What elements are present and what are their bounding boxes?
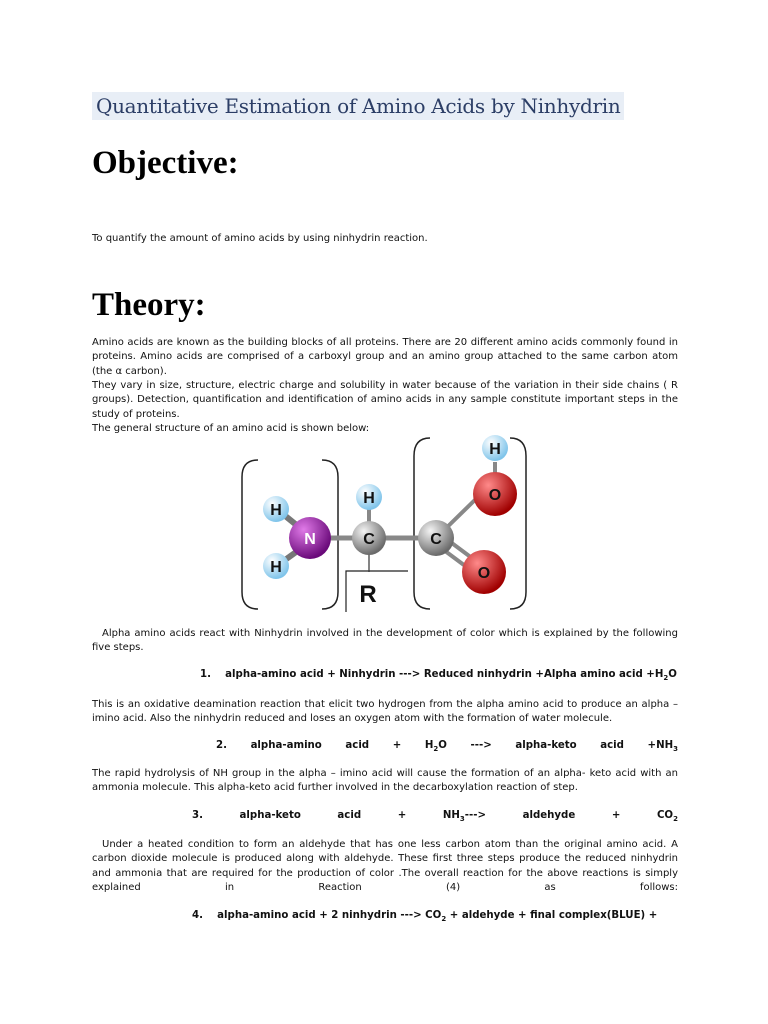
svg-text:O: O [488, 487, 502, 504]
svg-text:H: H [270, 559, 282, 576]
theory-heading: Theory: [92, 287, 206, 323]
reaction-step-1: 1. alpha-amino acid + Ninhydrin ---> Reduced ninhydrin +Alpha amino acid $+H_2O$ [200, 669, 677, 683]
step-number: 1. [200, 669, 211, 680]
svg-text:H: H [489, 441, 501, 458]
amine-bracket-left [242, 460, 258, 609]
theory-paragraph-2: They vary in size, structure, electric charge and solubility in water because of the variation in their side chains ( R groups). Detection, quantification and identification of amino acids in any sample constitute important steps in the study of proteins. [92, 380, 678, 420]
step-2-explanation: The rapid hydrolysis of NH group in the alpha – imino acid will cause the formation of an alpha- keto acid with an ammonia molecule. This alpha-keto acid further involved in the decarboxylation reaction of step. [92, 768, 678, 794]
r-group-label: R [359, 581, 377, 608]
reaction-step-3: 3. alpha-keto acid + $NH_3--->$ aldehyde + $CO_2$ [192, 810, 678, 824]
reaction-step-4: 4. alpha-amino acid + 2 ninhydrin ---> $CO_2$ + aldehyde + final complex(BLUE) + [192, 910, 658, 924]
document-title: Quantitative Estimation of Amino Acids by Ninhydrin [92, 92, 624, 120]
objective-heading: Objective: [92, 145, 239, 181]
svg-text:N: N [304, 531, 316, 548]
step-3-explanation: Under a heated condition to form an aldehyde that has one less carbon atom than the original amino acid. A carbon dioxide molecule is produced along with aldehyde. These first three steps produce the reduced ninhydrin and ammonia that are required for the production of color .The overall reaction for the above reactions is simply explained in Reaction (4) as follows: [92, 839, 678, 894]
svg-text:C: C [430, 531, 442, 548]
svg-text:O: O [477, 565, 491, 582]
amino-acid-structure-diagram [236, 432, 536, 617]
step-1-explanation: This is an oxidative deamination reaction that elicit two hydrogen from the alpha amino acid to produce an alpha – imino acid. Also the ninhydrin reduced and loses an oxygen atom with the formation of water molecule. [92, 699, 678, 725]
reaction-intro-text: Alpha amino acids react with Ninhydrin involved in the development of color which is explained by the following five steps. [92, 628, 678, 654]
carboxyl-bracket-right [510, 438, 526, 609]
theory-paragraph-1: Amino acids are known as the building blocks of all proteins. There are 20 different amino acids commonly found in proteins. Amino acids are comprised of a carboxyl group and an amino group attached to the same carbon atom (the α carbon). [92, 337, 678, 377]
r-group-box [346, 571, 408, 612]
theory-paragraph-3: The general structure of an amino acid is shown below: [92, 423, 370, 434]
svg-text:H: H [363, 490, 375, 507]
svg-text:H: H [270, 502, 282, 519]
objective-text: To quantify the amount of amino acids by using ninhydrin reaction. [92, 233, 428, 244]
reaction-step-2: 2. alpha-amino acid + $H_2O$ ---> alpha-keto acid $+NH_3$ [216, 740, 678, 754]
svg-text:C: C [363, 531, 375, 548]
